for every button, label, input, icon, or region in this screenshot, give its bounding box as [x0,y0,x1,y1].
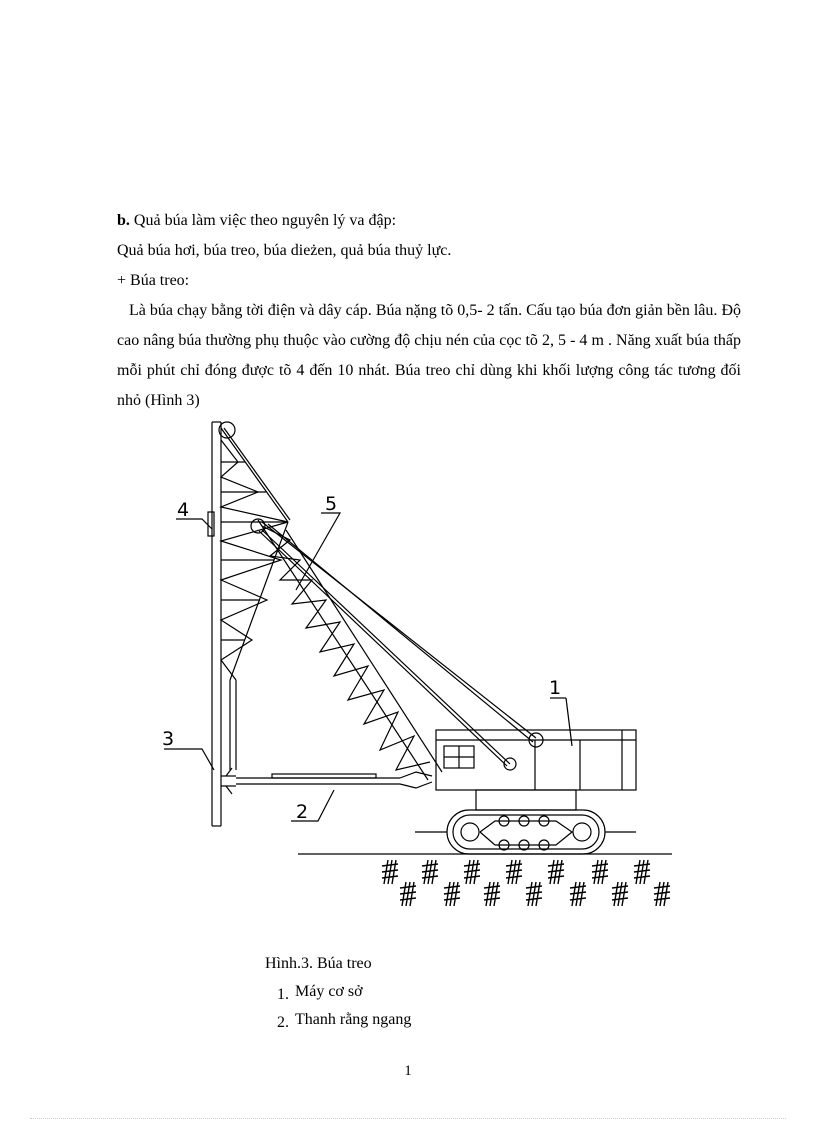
crawler-track [415,790,636,854]
legend-item [277,978,411,1006]
section-label: b. [117,212,130,229]
mast [208,422,221,826]
hammer-types-line: Quả búa hơi, búa treo, búa dieżen, quả búa thuỷ lực. [117,242,452,259]
label-4: 4 [177,499,190,521]
boom [251,519,442,780]
crane-drawing [150,415,680,920]
page-number: 1 [404,1063,412,1079]
figure-legend [277,978,411,1034]
legend-text: Máy cơ sở [295,983,363,1000]
subheading: + Búa treo: [117,272,190,289]
label-1: 1 [549,677,562,699]
description-paragraph: Là búa chạy bằng tời điện và dây cáp. Búa nặng tõ 0,5- 2 tấn. Cấu tạo búa đơn giản bền lâu. Độ cao nâng búa thường phụ thuộc vào cường độ chịu nén của cọc tõ 2, 5 - 4 m . Năng xuất búa thấp mỗi phút chỉ đóng được tõ 4 đến 10 nhát. Búa treo chỉ dùng khi khối lượng công tác tương đối nhỏ (Hình 3) [117,302,741,409]
figure-caption: Hình.3. Búa treo [265,955,372,972]
label-2: 2 [296,801,309,823]
legend-text: Thanh rằng ngang [295,1011,412,1028]
legend-item [277,1006,411,1034]
soil-hatching [382,860,670,906]
section-heading [117,206,741,236]
mast-truss [219,422,290,770]
label-3: 3 [162,728,175,750]
label-5: 5 [325,493,338,515]
legend-number: 2. [277,1014,289,1031]
horizontal-strut [221,768,432,794]
machine-body [436,730,636,790]
section-title: Quả búa làm việc theo nguyên lý va đập: [133,212,397,229]
footer-divider [30,1118,786,1119]
legend-number: 1. [277,986,289,1003]
figure-hanging-hammer [150,415,680,920]
body-text [117,206,741,416]
